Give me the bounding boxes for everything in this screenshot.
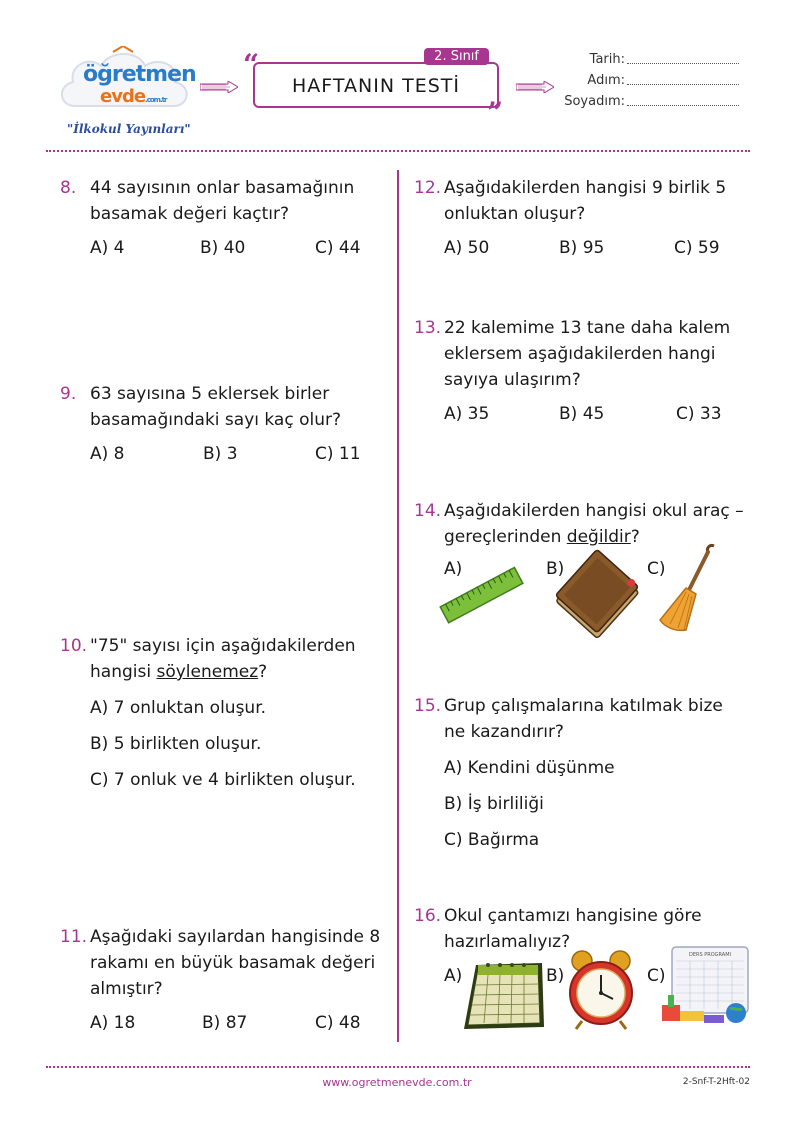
question-15: 15. Grup çalışmalarına katılmak bize ne kazandırır? A) Kendini düşünme B) İş birliliği C) Bağırma — [444, 693, 744, 853]
option-b[interactable]: B) 45 — [559, 404, 605, 424]
svg-text:DERS PROGRAMI: DERS PROGRAMI — [688, 952, 732, 958]
option-b[interactable]: B) 40 — [200, 238, 246, 258]
option-c[interactable]: C) — [647, 966, 666, 986]
option-c[interactable]: C) 44 — [315, 238, 361, 258]
publisher-logo — [55, 38, 196, 136]
option-c[interactable]: C) 11 — [315, 444, 361, 464]
option-b[interactable]: B) — [546, 966, 565, 986]
option-a[interactable]: A) — [444, 966, 463, 986]
option-c[interactable]: C) 33 — [676, 404, 722, 424]
option-a[interactable]: A) 18 — [90, 1013, 136, 1033]
option-c[interactable]: C) 7 onluk ve 4 birlikten oluşur. — [90, 770, 356, 790]
option-a[interactable]: A) 35 — [444, 404, 490, 424]
notebook-icon[interactable] — [552, 548, 644, 643]
question-10: 10. "75" sayısı için aşağıdakilerden hangisi söylenemez? A) 7 onluktan oluşur. B) 5 birlikten oluşur. C) 7 onluk ve 4 birlikten oluşur. — [90, 633, 390, 793]
question-12: 12. Aşağıdakilerden hangisi 9 birlik 5 onluktan oluşur? A) 50 B) 95 C) 59 — [444, 175, 744, 261]
broom-icon[interactable] — [656, 542, 722, 634]
option-a[interactable]: A) Kendini düşünme — [444, 758, 615, 778]
surname-field[interactable]: Soyadım: — [565, 94, 745, 115]
brand-tagline: "İlkokul Yayınları" — [67, 122, 191, 136]
option-b[interactable]: B) 5 birlikten oluşur. — [90, 734, 262, 754]
footer-url[interactable]: www.ogretmenevde.com.tr — [322, 1076, 472, 1089]
option-b[interactable]: B) İş birliliği — [444, 794, 544, 814]
date-field[interactable]: Tarih: — [565, 52, 745, 73]
question-13: 13. 22 kalemime 13 tane daha kalem eklersem aşağıdakilerden hangi sayıya ulaşırım? A) 35 B) 45 C) 33 — [444, 315, 744, 427]
question-14: 14. Aşağıdakilerden hangisi okul araç – gereçlerinden değildir? A) B) C) — [444, 498, 744, 646]
option-b[interactable]: B) 95 — [559, 238, 605, 258]
question-16: 16. Okul çantamızı hangisine göre hazırlamalıyız? A) B) C) DERS PROGRAMI — [444, 903, 744, 1043]
student-info — [565, 52, 745, 115]
question-11: 11. Aşağıdaki sayılardan hangisinde 8 rakamı en büyük basamak değeri almıştır? A) 18 B) 87 C) 48 — [90, 924, 385, 1036]
option-b[interactable]: B) 87 — [202, 1013, 248, 1033]
option-b[interactable]: B) 3 — [203, 444, 238, 464]
ruler-icon[interactable] — [438, 566, 526, 626]
option-b[interactable]: B) — [546, 559, 565, 579]
column-divider — [397, 170, 399, 1042]
underlined-word: değildir — [566, 527, 631, 547]
option-a[interactable]: A) 8 — [90, 444, 125, 464]
option-c[interactable]: C) — [647, 559, 666, 579]
title-box — [253, 49, 499, 108]
option-a[interactable]: A) 50 — [444, 238, 490, 258]
underlined-word: söylenemez — [156, 662, 259, 682]
page-title: HAFTANIN TESTİ — [292, 75, 460, 97]
brand-name-line1: öğretmen — [83, 62, 196, 87]
open-quote-icon: “ — [243, 48, 260, 81]
brand-name-line2: evde.com.tr — [100, 86, 167, 107]
question-8: 8. 44 sayısının onlar basamağının basamak değeri kaçtır? A) 4 B) 40 C) 44 — [90, 175, 385, 261]
alarm-clock-icon[interactable] — [566, 947, 636, 1031]
document-code: 2-Snf-T-2Hft-02 — [682, 1077, 750, 1087]
option-c[interactable]: C) 48 — [315, 1013, 361, 1033]
arrow-right-icon — [516, 81, 554, 93]
grade-badge: 2. Sınıf — [424, 48, 489, 65]
question-9: 9. 63 sayısına 5 eklersek birler basamağındaki sayı kaç olur? A) 8 B) 3 C) 11 — [90, 381, 385, 467]
option-a[interactable]: A) 7 onluktan oluşur. — [90, 698, 267, 718]
option-c[interactable]: C) 59 — [674, 238, 720, 258]
top-divider — [46, 150, 750, 152]
lesson-schedule-icon[interactable] — [658, 943, 754, 1029]
name-field[interactable]: Adım: — [565, 73, 745, 94]
option-a[interactable]: A) — [444, 559, 463, 579]
option-c[interactable]: C) Bağırma — [444, 830, 540, 850]
arrow-right-icon — [200, 81, 238, 93]
calendar-icon[interactable] — [460, 959, 548, 1033]
bottom-divider — [46, 1066, 750, 1068]
close-quote-icon: ” — [487, 96, 504, 129]
option-a[interactable]: A) 4 — [90, 238, 125, 258]
